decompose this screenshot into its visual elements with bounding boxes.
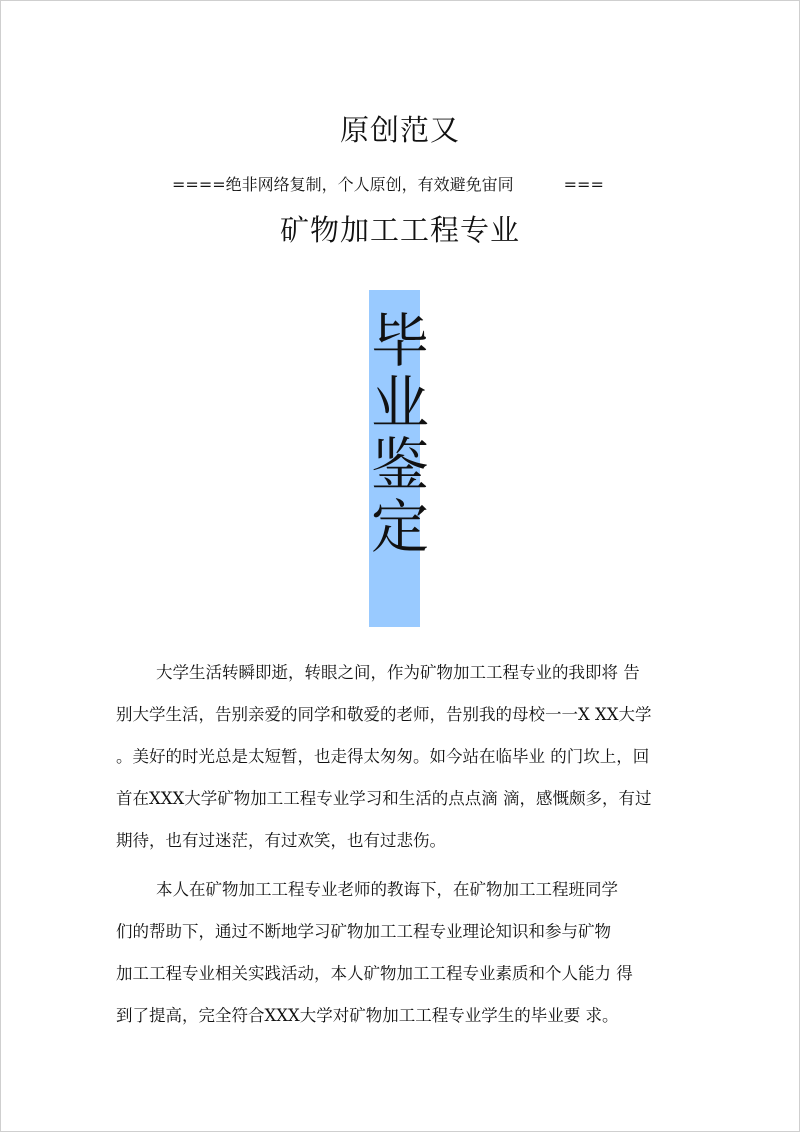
paragraph-line: 。美好的时光总是太短暂，也走得太匆匆。如今站在临毕业 的门坎上，回: [116, 747, 650, 766]
major-heading: 矿物加工工程专业: [279, 213, 520, 247]
document-subtitle: [172, 172, 604, 195]
paragraph-line: 首在XXX大学矿物加工工程专业学习和生活的点点滴 滴，感慨颇多，有过: [116, 789, 652, 808]
paragraph-line: 本人在矿物加工工程专业老师的教诲下，在矿物加工工程班同学: [156, 880, 618, 899]
paragraph-2: [116, 869, 696, 1037]
paragraph-line: 期待，也有过迷茫，有过欢笑，也有过悲伤。: [116, 831, 446, 850]
subtitle-left: ====绝非网络复制，个人原创，有效避免宙同: [172, 175, 514, 194]
paragraph-line: 到了提高，完全符合XXX大学对矿物加工工程专业学生的毕业要 求。: [116, 1006, 619, 1025]
paragraph-line: 加工工程专业相关实践活动，本人矿物加工工程专业素质和个人能力 得: [116, 964, 633, 983]
paragraph-line: 大学生活转瞬即逝，转眼之间，作为矿物加工工程专业的我即将 告: [156, 663, 640, 682]
paragraph-1: [116, 652, 696, 862]
paragraph-line: 们的帮助下，通过不断地学习矿物加工工程专业理论知识和参与矿物: [116, 922, 611, 941]
paragraph-line: 别大学生活，告别亲爱的同学和敬爱的老师，告别我的母校一一X XX大学: [116, 705, 652, 724]
subtitle-right: ===: [563, 175, 604, 194]
vertical-banner: [369, 290, 430, 627]
document-title: 原创范又: [339, 113, 460, 147]
banner-text: 毕业鉴定: [371, 307, 430, 561]
